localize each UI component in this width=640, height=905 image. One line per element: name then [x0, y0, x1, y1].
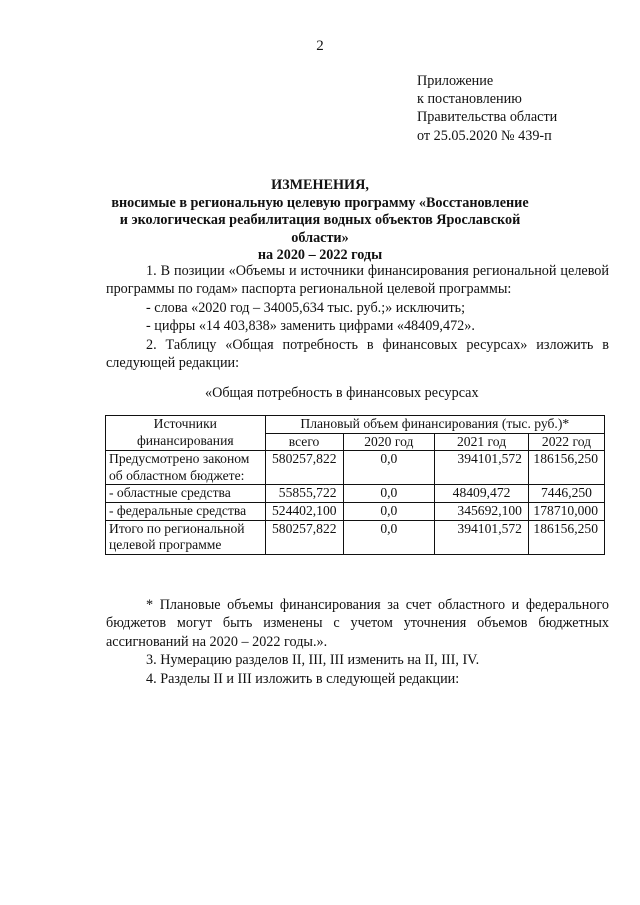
table-row — [106, 451, 605, 485]
title-line: и экологическая реабилитация водных объектов Ярославской области» — [119, 212, 521, 246]
header-source: Источники финансирования — [106, 416, 266, 451]
cell-2021: 345692,100 — [435, 502, 529, 520]
cell-2022: 7446,250 — [528, 485, 604, 503]
cell-2022: 186156,250 — [528, 451, 604, 485]
body-text — [106, 262, 609, 372]
header-2022: 2022 год — [528, 433, 604, 451]
table-row — [106, 520, 605, 554]
cell-total: 580257,822 — [265, 451, 343, 485]
appendix-line: к постановлению — [417, 91, 522, 108]
cell-2020: 0,0 — [343, 502, 435, 520]
appendix-line: Приложение — [417, 73, 494, 89]
paragraph-item2: 2. Таблицу «Общая потребность в финансовых ресурсах» изложить в следующей редакции: — [106, 336, 609, 372]
paragraph-item1a: - слова «2020 год – 34005,634 тыс. руб.;» исключить; — [146, 299, 466, 316]
appendix-block — [417, 72, 557, 145]
cell-2022: 178710,000 — [528, 502, 604, 520]
table-caption: «Общая потребность в финансовых ресурсах — [205, 385, 479, 401]
cell-2021: 394101,572 — [435, 451, 529, 485]
paragraph-item3: 3. Нумерацию разделов II, III, III изменить на II, III, IV. — [146, 652, 480, 669]
paragraph-item4: 4. Разделы II и III изложить в следующей редакции: — [146, 670, 460, 687]
header-2021: 2021 год — [435, 433, 529, 451]
paragraph-item1: 1. В позиции «Объемы и источники финансирования региональной целевой программы по годам» паспорта региональной целевой программы: — [106, 263, 609, 298]
footer-text — [106, 596, 609, 688]
title-line: ИЗМЕНЕНИЯ, — [271, 177, 369, 193]
cell-2022: 186156,250 — [528, 520, 604, 554]
header-plan: Плановый объем финансирования (тыс. руб.)* — [265, 416, 604, 434]
cell-2021: 394101,572 — [435, 520, 529, 554]
page-number: 2 — [316, 38, 324, 54]
table-row — [106, 502, 605, 520]
row-label: - федеральные средства — [106, 502, 266, 520]
appendix-line: Правительства области — [417, 109, 558, 126]
cell-total: 524402,100 — [265, 502, 343, 520]
cell-total: 580257,822 — [265, 520, 343, 554]
header-2020: 2020 год — [343, 433, 435, 451]
cell-2020: 0,0 — [343, 451, 435, 485]
document-title — [90, 177, 550, 265]
row-label: - областные средства — [106, 485, 266, 503]
cell-2020: 0,0 — [343, 520, 435, 554]
row-label: Предусмотрено законом об областном бюджете: — [106, 451, 266, 485]
cell-2021: 48409,472 — [435, 485, 529, 503]
title-line: на 2020 – 2022 годы — [257, 247, 383, 264]
paragraph-item1b: - цифры «14 403,838» заменить цифрами «48409,472». — [146, 318, 475, 335]
cell-2020: 0,0 — [343, 485, 435, 503]
finance-table — [105, 415, 605, 555]
appendix-date-line: от 25.05.2020 № 439-п — [417, 127, 552, 144]
cell-total: 55855,722 — [265, 485, 343, 503]
header-total: всего — [265, 433, 343, 451]
table-row — [106, 485, 605, 503]
title-line: вносимые в региональную целевую программу «Восстановление — [111, 194, 529, 211]
footnote: * Плановые объемы финансирования за счет областного и федерального бюджетов могут быть изменены с учетом уточнения объемов бюджетных ассигнований на 2020 – 2022 годы.». — [106, 597, 609, 650]
row-label: Итого по региональной целевой программе — [106, 520, 266, 554]
